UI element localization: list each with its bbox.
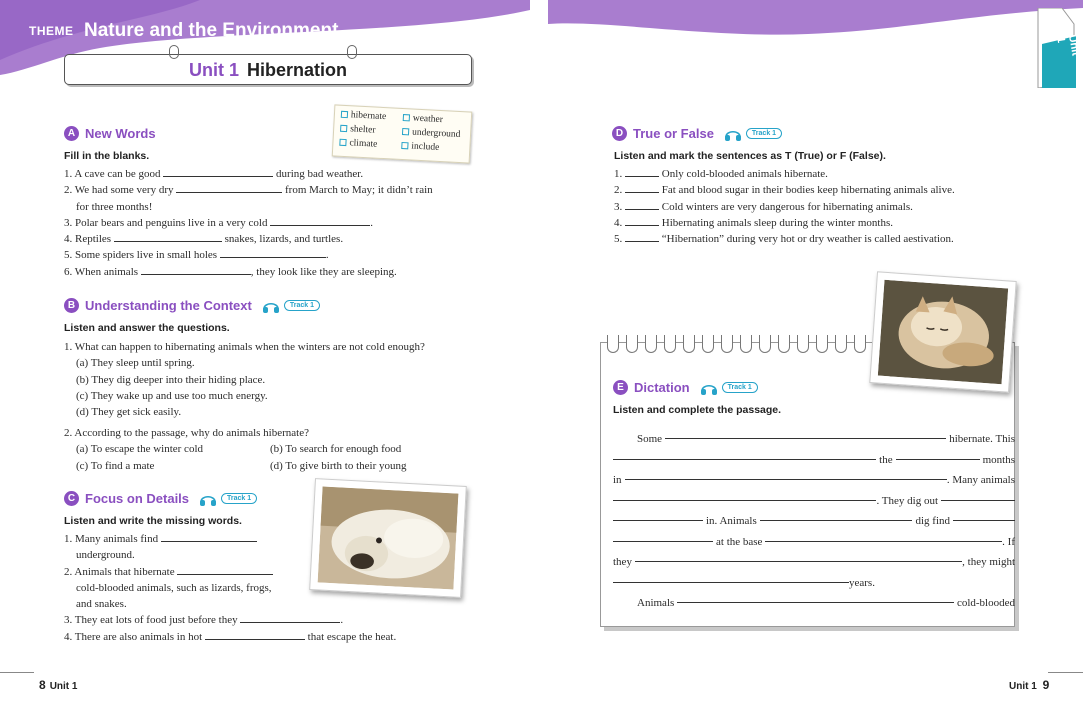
section-b-q2 [64,425,504,474]
answer-blank[interactable] [613,491,876,501]
answer-blank[interactable] [625,167,659,177]
checkbox-icon [403,114,410,121]
answer-blank[interactable] [613,573,849,583]
footer-rule [0,672,34,673]
list-item-continued: for three months! [76,200,153,213]
dictation-passage: Some hibernate. This the months in . Many animals . They dig out in. Animals dig find at the base . If they , they might years. Animals cold-blooded [613,429,1015,614]
checkbox-icon [401,142,408,149]
answer-blank[interactable] [765,532,1002,542]
track-badge: Track 1 [284,300,320,311]
audio-track[interactable] [724,127,782,141]
track-badge: Track 1 [221,493,257,504]
question-text: 1. What can happen to hibernating animals when the winters are not cold enough? [64,341,425,353]
answer-option[interactable]: (c) They wake up and use too much energy. [76,389,268,402]
checkbox-icon [340,125,347,132]
theme-title: Nature and the Environment [84,20,339,41]
list-item-continued: and snakes. [76,598,127,611]
list-item-continued: cold-blooded animals, such as lizards, frogs, [76,581,272,594]
list-item: 3. Cold winters are very dangerous for hibernating animals. [614,200,913,213]
list-item: 5. Some spiders live in small holes . [64,249,329,262]
binder-ring-icon [169,45,179,59]
unit-tab-label: Unit 1 [1054,33,1082,57]
headphones-icon [700,381,718,395]
audio-track[interactable] [700,381,758,395]
audio-track[interactable] [262,299,320,313]
section-c-heading [64,491,257,506]
polar-bear-image [318,487,459,590]
left-page [0,0,530,709]
section-e-instruction: Listen and complete the passage. [613,404,782,416]
answer-blank[interactable] [625,216,659,226]
answer-blank[interactable] [240,613,340,623]
list-item: 2. Animals that hibernate [64,564,504,580]
section-title: Focus on Details [85,491,190,506]
answer-blank[interactable] [176,183,282,193]
headphones-icon [199,492,217,506]
word-item: climate [339,138,400,155]
track-badge: Track 1 [746,128,782,139]
headphones-icon [724,127,742,141]
section-a-heading [64,126,156,141]
sleeping-fox-image [878,280,1008,384]
answer-blank[interactable] [625,470,947,480]
list-item: 2. We had some very dry from March to May; it didn’t rain [64,184,433,197]
headphones-icon [262,299,280,313]
answer-blank[interactable] [141,265,251,275]
answer-option[interactable]: (c) To find a mate [76,459,155,472]
answer-blank[interactable] [613,450,876,460]
unit-number: Unit 1 [188,60,239,80]
answer-blank[interactable] [665,429,946,439]
answer-blank[interactable] [896,450,980,460]
section-letter-badge: E [613,380,628,395]
word-item: weather [402,113,473,131]
unit-name: Hibernation [247,60,348,80]
header-wave [548,0,1083,50]
section-a-items [64,166,504,280]
section-d-heading [612,126,782,141]
list-item: 5. “Hibernation” during very hot or dry weather is called aestivation. [614,233,954,246]
list-item-continued: underground. [76,549,135,562]
answer-blank[interactable] [953,511,1015,521]
theme-label: THEME [29,24,74,38]
list-item: 4. There are also animals in hot that escape the heat. [64,630,397,643]
answer-blank[interactable] [625,200,659,210]
checkbox-icon [341,111,348,118]
section-a-instruction: Fill in the blanks. [64,150,150,162]
polar-bear-photo [309,478,467,598]
audio-track[interactable] [199,492,257,506]
section-b-heading [64,298,320,313]
right-page [548,0,1083,709]
section-title: New Words [85,126,156,141]
answer-option[interactable]: (b) To search for enough food [270,443,402,456]
answer-blank[interactable] [220,248,326,258]
answer-blank[interactable] [270,216,370,226]
answer-blank[interactable] [177,565,273,575]
sleeping-fox-photo [869,271,1016,392]
answer-option[interactable]: (b) They dig deeper into their hiding place. [76,373,266,386]
answer-option[interactable]: (d) They get sick easily. [76,406,182,419]
section-letter-badge: D [612,126,627,141]
section-d-items [614,166,1054,247]
section-e-heading [613,380,758,395]
list-item: 1. Only cold-blooded animals hibernate. [614,168,828,180]
section-letter-badge: C [64,491,79,506]
section-title: Dictation [634,380,690,395]
answer-option[interactable]: (a) They sleep until spring. [76,357,195,370]
checkbox-icon [339,139,346,146]
section-title: Understanding the Context [85,298,252,313]
section-title: True or False [633,126,714,141]
answer-blank[interactable] [613,511,703,521]
list-item: 4. Hibernating animals sleep during the winter months. [614,216,894,229]
list-item: 3. Polar bears and penguins live in a very cold . [64,216,373,229]
answer-blank[interactable] [635,552,962,562]
answer-blank[interactable] [625,183,659,193]
answer-blank[interactable] [163,167,273,177]
word-item: shelter [340,124,401,141]
list-item: 2. Fat and blood sugar in their bodies keep hibernating animals alive. [614,184,955,197]
checkbox-icon [402,128,409,135]
question-text: 2. According to the passage, why do animals hibernate? [64,427,309,439]
binder-ring-icon [347,45,357,59]
section-b-instruction: Listen and answer the questions. [64,322,230,334]
word-item: include [401,141,472,159]
unit-title-box [64,54,472,85]
list-item: 6. When animals , they look like they are sleeping. [64,265,397,278]
section-d-instruction: Listen and mark the sentences as T (True) or F (False). [614,150,886,162]
answer-blank[interactable] [941,491,1015,501]
answer-blank[interactable] [760,511,913,521]
track-badge: Track 1 [722,382,758,393]
answer-blank[interactable] [613,532,713,542]
list-item: 1. A cave can be good during bad weather. [64,168,364,180]
section-letter-badge: B [64,298,79,313]
word-item: hibernate [340,110,401,127]
answer-blank[interactable] [114,232,222,242]
footer-rule [1048,672,1083,673]
list-item: 4. Reptiles snakes, lizards, and turtles. [64,233,344,246]
word-item: underground [402,127,473,145]
section-b-q1 [64,339,504,420]
answer-option[interactable]: (a) To escape the winter cold [76,443,203,456]
answer-blank[interactable] [161,532,257,542]
page-number: Unit 1 9 [1009,678,1050,692]
list-item: 1. Many animals find [64,531,504,547]
answer-blank[interactable] [205,630,305,640]
word-box [332,104,473,163]
answer-option[interactable]: (d) To give birth to their young [270,459,407,472]
page-number: 8 Unit 1 [39,678,78,692]
section-c-instruction: Listen and write the missing words. [64,515,242,527]
list-item: 3. They eat lots of food just before they . [64,614,344,627]
answer-blank[interactable] [677,593,954,603]
answer-blank[interactable] [625,232,659,242]
section-letter-badge: A [64,126,79,141]
